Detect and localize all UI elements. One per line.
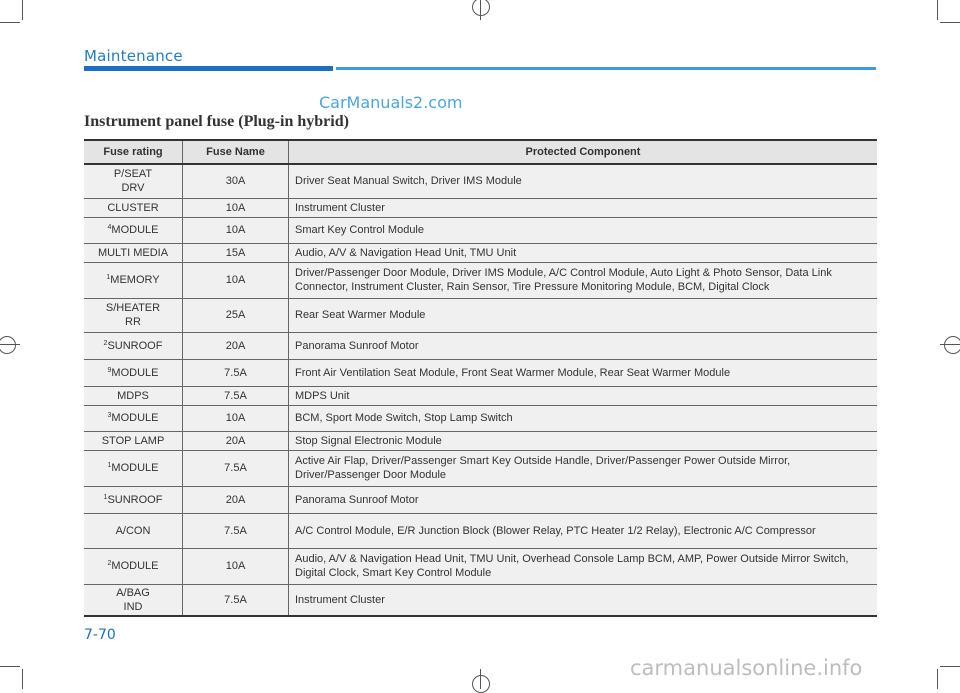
cell-fuse-rating: $^9$MODULE: [84, 359, 183, 386]
cell-fuse-name: 30A: [183, 164, 289, 198]
cell-fuse-name: 10A: [183, 405, 289, 431]
crop-mark: [940, 22, 960, 23]
table-row: [84, 584, 877, 616]
cell-fuse-name: 20A: [183, 431, 289, 450]
crop-mark: [940, 666, 960, 667]
watermark[interactable]: carmanualsonline.info: [630, 656, 863, 680]
cell-protected-component: Smart Key Control Module: [289, 217, 878, 243]
table-row: [84, 164, 877, 198]
column-header-fuse-name: Fuse Name: [183, 140, 289, 164]
cell-fuse-name: 10A: [183, 198, 289, 217]
cell-fuse-name: 20A: [183, 486, 289, 513]
table-row: [84, 486, 877, 513]
crop-mark: [22, 669, 23, 689]
crop-mark: [0, 666, 20, 667]
cell-fuse-name: 7.5A: [183, 584, 289, 616]
footnote-marker: 2: [107, 560, 112, 567]
footnote-marker: 1: [103, 493, 108, 501]
cell-protected-component: Driver/Passenger Door Module, Driver IMS Module, A/C Control Module, Auto Light & Photo Sensor, Data Link Connector, Instrument Cluster, Rain Sensor, Tire Pressure Monitoring Module, BCM, Digital Clock: [289, 262, 878, 298]
cell-protected-component: MDPS Unit: [289, 386, 878, 405]
table-header-row: [84, 140, 877, 164]
cell-fuse-rating: $^1$SUNROOF: [84, 486, 183, 513]
cell-protected-component: Panorama Sunroof Motor: [289, 486, 878, 513]
cell-protected-component: Instrument Cluster: [289, 584, 878, 616]
cell-fuse-name: 20A: [183, 332, 289, 359]
crop-mark: [480, 0, 481, 20]
table-row: [84, 386, 877, 405]
cell-fuse-name: 10A: [183, 217, 289, 243]
table-row: [84, 513, 877, 548]
crop-mark: [937, 669, 938, 689]
table-row: [84, 450, 877, 486]
cell-fuse-rating: A/CON: [84, 513, 183, 548]
footnote-marker: 4: [107, 224, 112, 231]
table-row: [84, 548, 877, 584]
crop-mark: [22, 0, 23, 20]
crop-mark: [940, 344, 960, 345]
cell-protected-component: Driver Seat Manual Switch, Driver IMS Module: [289, 164, 878, 198]
cell-protected-component: A/C Control Module, E/R Junction Block (Blower Relay, PTC Heater 1/2 Relay), Electronic A/C Compressor: [289, 513, 878, 548]
crop-mark: [480, 669, 481, 689]
page-title: Instrument panel fuse (Plug-in hybrid): [84, 113, 349, 130]
footnote-marker: 9: [107, 366, 112, 374]
table-row: [84, 431, 877, 450]
table-row: [84, 298, 877, 332]
cell-fuse-rating: MDPS: [84, 386, 183, 405]
header-rule: [336, 67, 876, 70]
cell-fuse-rating: $^2$MODULE: [84, 548, 183, 584]
registration-mark: [472, 0, 490, 16]
cell-fuse-name: 7.5A: [183, 513, 289, 548]
column-header-fuse-rating: Fuse rating: [84, 140, 183, 164]
crop-mark: [0, 22, 20, 23]
cell-fuse-rating: $^2$SUNROOF: [84, 332, 183, 359]
cell-fuse-name: 7.5A: [183, 450, 289, 486]
cell-protected-component: Audio, A/V & Navigation Head Unit, TMU Unit, Overhead Console Lamp BCM, AMP, Power Outside Mirror Switch, Digital Clock, Smart Key Control Module: [289, 548, 878, 584]
fuse-table: [84, 139, 877, 617]
registration-mark: [472, 675, 490, 693]
footnote-marker: 2: [103, 339, 108, 347]
cell-fuse-rating: $^1$MODULE: [84, 450, 183, 486]
cell-protected-component: Instrument Cluster: [289, 198, 878, 217]
cell-protected-component: Rear Seat Warmer Module: [289, 298, 878, 332]
table-row: [84, 217, 877, 243]
footnote-marker: 1: [106, 274, 111, 281]
header-rule: [84, 66, 333, 71]
registration-mark: [944, 336, 960, 354]
table-row: [84, 332, 877, 359]
footnote-marker: 1: [107, 462, 112, 469]
cell-fuse-name: 25A: [183, 298, 289, 332]
cell-fuse-name: 10A: [183, 548, 289, 584]
registration-mark: [0, 336, 16, 354]
cell-fuse-rating: $^3$MODULE: [84, 405, 183, 431]
cell-fuse-rating: MULTI MEDIA: [84, 243, 183, 262]
crop-mark: [0, 344, 20, 345]
cell-fuse-rating: $^1$MEMORY: [84, 262, 183, 298]
column-header-protected-component: Protected Component: [289, 140, 878, 164]
cell-protected-component: Audio, A/V & Navigation Head Unit, TMU Unit: [289, 243, 878, 262]
cell-protected-component: Active Air Flap, Driver/Passenger Smart Key Outside Handle, Driver/Passenger Power Outside Mirror, Driver/Passenger Door Module: [289, 450, 878, 486]
footnote-marker: 3: [107, 412, 112, 419]
cell-protected-component: Stop Signal Electronic Module: [289, 431, 878, 450]
cell-fuse-rating: S/HEATER RR: [84, 298, 183, 332]
cell-fuse-name: 7.5A: [183, 359, 289, 386]
cell-fuse-name: 10A: [183, 262, 289, 298]
section-title: Maintenance: [84, 47, 183, 65]
cell-protected-component: Front Air Ventilation Seat Module, Front Seat Warmer Module, Rear Seat Warmer Module: [289, 359, 878, 386]
cell-protected-component: Panorama Sunroof Motor: [289, 332, 878, 359]
cell-fuse-rating: P/SEAT DRV: [84, 164, 183, 198]
table-row: [84, 262, 877, 298]
cell-protected-component: BCM, Sport Mode Switch, Stop Lamp Switch: [289, 405, 878, 431]
cell-fuse-rating: A/BAG IND: [84, 584, 183, 616]
table-row: [84, 198, 877, 217]
crop-mark: [937, 0, 938, 20]
cell-fuse-rating: CLUSTER: [84, 198, 183, 217]
cell-fuse-name: 7.5A: [183, 386, 289, 405]
table-row: [84, 405, 877, 431]
page-number: 7-70: [84, 627, 116, 643]
cell-fuse-rating: $^4$MODULE: [84, 217, 183, 243]
cell-fuse-name: 15A: [183, 243, 289, 262]
cell-fuse-rating: STOP LAMP: [84, 431, 183, 450]
table-row: [84, 359, 877, 386]
table-row: [84, 243, 877, 262]
watermark[interactable]: CarManuals2.com: [319, 93, 463, 112]
